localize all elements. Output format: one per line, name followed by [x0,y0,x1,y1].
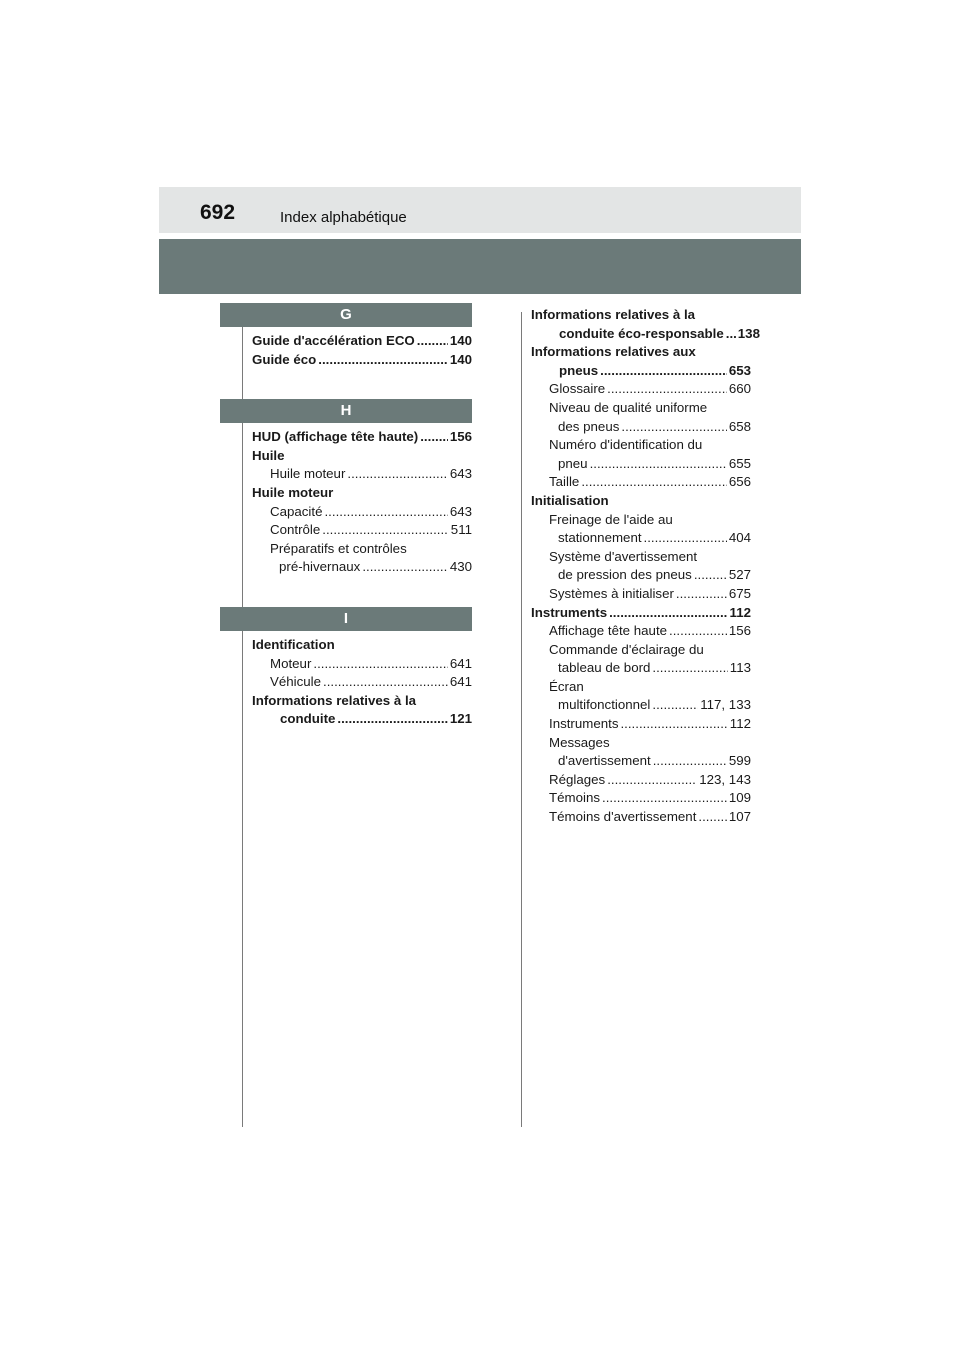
index-entry [531,585,751,604]
dot-leader [417,332,448,351]
dot-leader [652,659,727,678]
index-entry-text: Huile moteur [252,484,334,500]
index-entry-page: 140 [449,333,472,348]
index-entry [252,521,472,540]
index-entry-text: Informations relatives à la [252,692,417,708]
index-entry [531,566,751,585]
index-entry [252,558,472,577]
dot-leader [698,808,726,827]
index-entry-page: 641 [449,655,472,671]
index-entry-page: 655 [728,455,751,471]
index-heading [252,636,472,655]
index-heading [252,484,472,503]
index-heading [531,548,751,567]
dot-leader [653,752,727,771]
index-entry [531,715,751,734]
index-entry-text: stationnement [558,530,642,546]
dot-leader [609,604,727,623]
index-entry [252,655,472,674]
index-entry [531,771,751,790]
index-entry-page: 599 [728,753,751,769]
index-entry-text: Commande d'éclairage du [549,641,704,657]
index-column-right [531,306,760,827]
index-entry-text: Réglages [549,771,606,787]
dot-leader [676,585,727,604]
index-entry-page: 430 [449,559,472,575]
index-entry-page: 121 [449,711,472,727]
index-entry [531,604,751,623]
dot-leader [420,428,448,447]
index-entry-text: Guide d'accélération ECO [252,333,415,348]
index-entry-page: 404 [728,530,751,546]
dot-leader [590,455,727,474]
index-entry-text: Instruments [531,604,608,620]
index-column-left [252,303,472,729]
index-entry-text: Niveau de qualité uniforme [549,399,708,415]
index-entry [252,673,472,692]
index-entry-text: multifonctionnel [558,697,651,713]
index-heading [531,678,751,697]
index-entry-page: 658 [728,418,751,434]
index-entry-page: 643 [449,466,472,482]
index-entry-page: 653 [728,362,751,378]
index-heading [531,641,751,660]
index-entry-text: Huile [252,447,285,463]
index-entry-text: Informations relatives à la [531,307,696,322]
left-column-rule [242,303,243,1127]
index-entry [252,710,472,729]
index-entry-text: conduite éco-responsable [559,325,724,341]
index-entry-page: 107 [728,809,751,825]
index-entry-page: 123, 143 [699,771,751,787]
section-entries [252,423,472,577]
index-entry-page: 156 [728,623,751,639]
section-entries [252,631,472,729]
index-entry-text: Messages [549,734,610,750]
dot-leader [581,473,727,492]
index-entry [531,455,751,474]
index-entry [252,332,472,351]
index-entry [531,362,751,381]
index-entry [252,465,472,484]
index-entry [531,325,760,344]
dot-leader [362,558,448,577]
dot-leader [726,325,736,344]
index-entry [531,752,751,771]
index-entry-page: 109 [728,790,751,806]
page-title: Index alphabétique [280,209,407,226]
index-entry-page: 656 [728,474,751,490]
index-entry [531,622,751,641]
dot-leader [323,673,448,692]
section-gap [252,577,472,607]
index-entry [531,529,751,548]
index-entry-text: Capacité [270,503,323,519]
index-entry-page: 660 [728,381,751,397]
dot-leader [313,655,447,674]
dot-leader [621,418,726,437]
index-heading [531,399,751,418]
dot-leader [337,710,447,729]
index-entry-text: Initialisation [531,492,609,508]
index-entry-page: 643 [449,503,472,519]
index-entry [252,351,472,370]
index-entry-text: conduite [280,711,336,727]
index-entry-text: Instruments [549,716,619,732]
index-entry-page: 112 [729,604,751,620]
right-column-rule [521,312,522,1127]
index-entry-text: Taille [549,474,580,490]
index-entry [531,659,751,678]
index-entry-page: 112 [729,716,751,732]
index-entry [531,473,751,492]
index-entry-text: Témoins [549,790,600,806]
index-heading [531,492,751,511]
index-entry-text: Freinage de l'aide au [549,511,673,527]
index-entry-text: des pneus [558,418,620,434]
index-heading [531,436,751,455]
dot-leader [318,351,448,370]
index-entry-text: Huile moteur [270,466,346,482]
dot-leader [620,715,727,734]
dot-leader [694,566,727,585]
index-entry-text: Numéro d'identification du [549,437,703,453]
index-entry-page: 511 [450,522,472,538]
index-entry-text: Préparatifs et contrôles [270,540,407,556]
index-entry-page: 527 [728,567,751,583]
index-entry-page: 156 [449,429,472,445]
header-band [159,239,801,294]
index-entry-page: 117, 133 [700,697,751,713]
index-entry [531,789,751,808]
section-letter-g: G [220,303,472,327]
index-heading [531,734,751,753]
index-entry-text: Témoins d'avertissement [549,809,697,825]
dot-leader [347,465,447,484]
index-heading [252,540,472,559]
index-entry-text: pneus [559,362,599,378]
index-entry-text: Informations relatives aux [531,344,696,360]
index-entry-text: d'avertissement [558,753,651,769]
index-entry-text: Identification [252,636,335,652]
dot-leader [602,789,727,808]
index-entry-page: 641 [449,674,472,690]
index-entry-text: Système d'avertissement [549,548,698,564]
index-entry-text: Véhicule [270,674,322,690]
index-entry-text: pré-hivernaux [279,559,361,575]
index-entry-text: Guide éco [252,351,317,367]
index-entry-text: Contrôle [270,522,321,538]
dot-leader [607,380,727,399]
index-entry-page: 138 [737,325,760,341]
section-entries [252,327,472,369]
index-heading [252,447,472,466]
index-entry [252,503,472,522]
index-heading [531,306,751,325]
dot-leader [607,771,697,790]
index-heading [531,343,751,362]
section-letter-i: I [220,607,472,631]
index-entry [531,808,751,827]
section-letter-h: H [220,399,472,423]
index-entry-text: HUD (affichage tête haute) [252,429,419,445]
dot-leader [600,362,727,381]
dot-leader [652,696,698,715]
index-entry [531,380,751,399]
index-entry-text: tableau de bord [558,660,651,676]
index-entry-page: 113 [729,660,751,676]
index-heading [252,692,472,711]
index-entry [531,418,751,437]
section-gap [252,369,472,399]
index-entry-text: Affichage tête haute [549,623,668,639]
page-number: 692 [200,201,236,224]
page-header [159,187,801,233]
dot-leader [324,503,447,522]
index-entry-text: pneu [558,455,588,471]
index-entry-text: Glossaire [549,381,606,397]
index-entry [252,428,472,447]
index-heading [531,511,751,530]
index-entry [531,696,751,715]
dot-leader [322,521,449,540]
index-entry-text: Systèmes à initialiser [549,585,674,601]
index-entry-text: Écran [549,678,584,694]
dot-leader [669,622,727,641]
index-entry-page: 675 [728,585,751,601]
index-entry-text: de pression des pneus [558,567,692,583]
index-entry-page: 140 [449,351,472,367]
index-entry-text: Moteur [270,655,312,671]
dot-leader [644,529,727,548]
